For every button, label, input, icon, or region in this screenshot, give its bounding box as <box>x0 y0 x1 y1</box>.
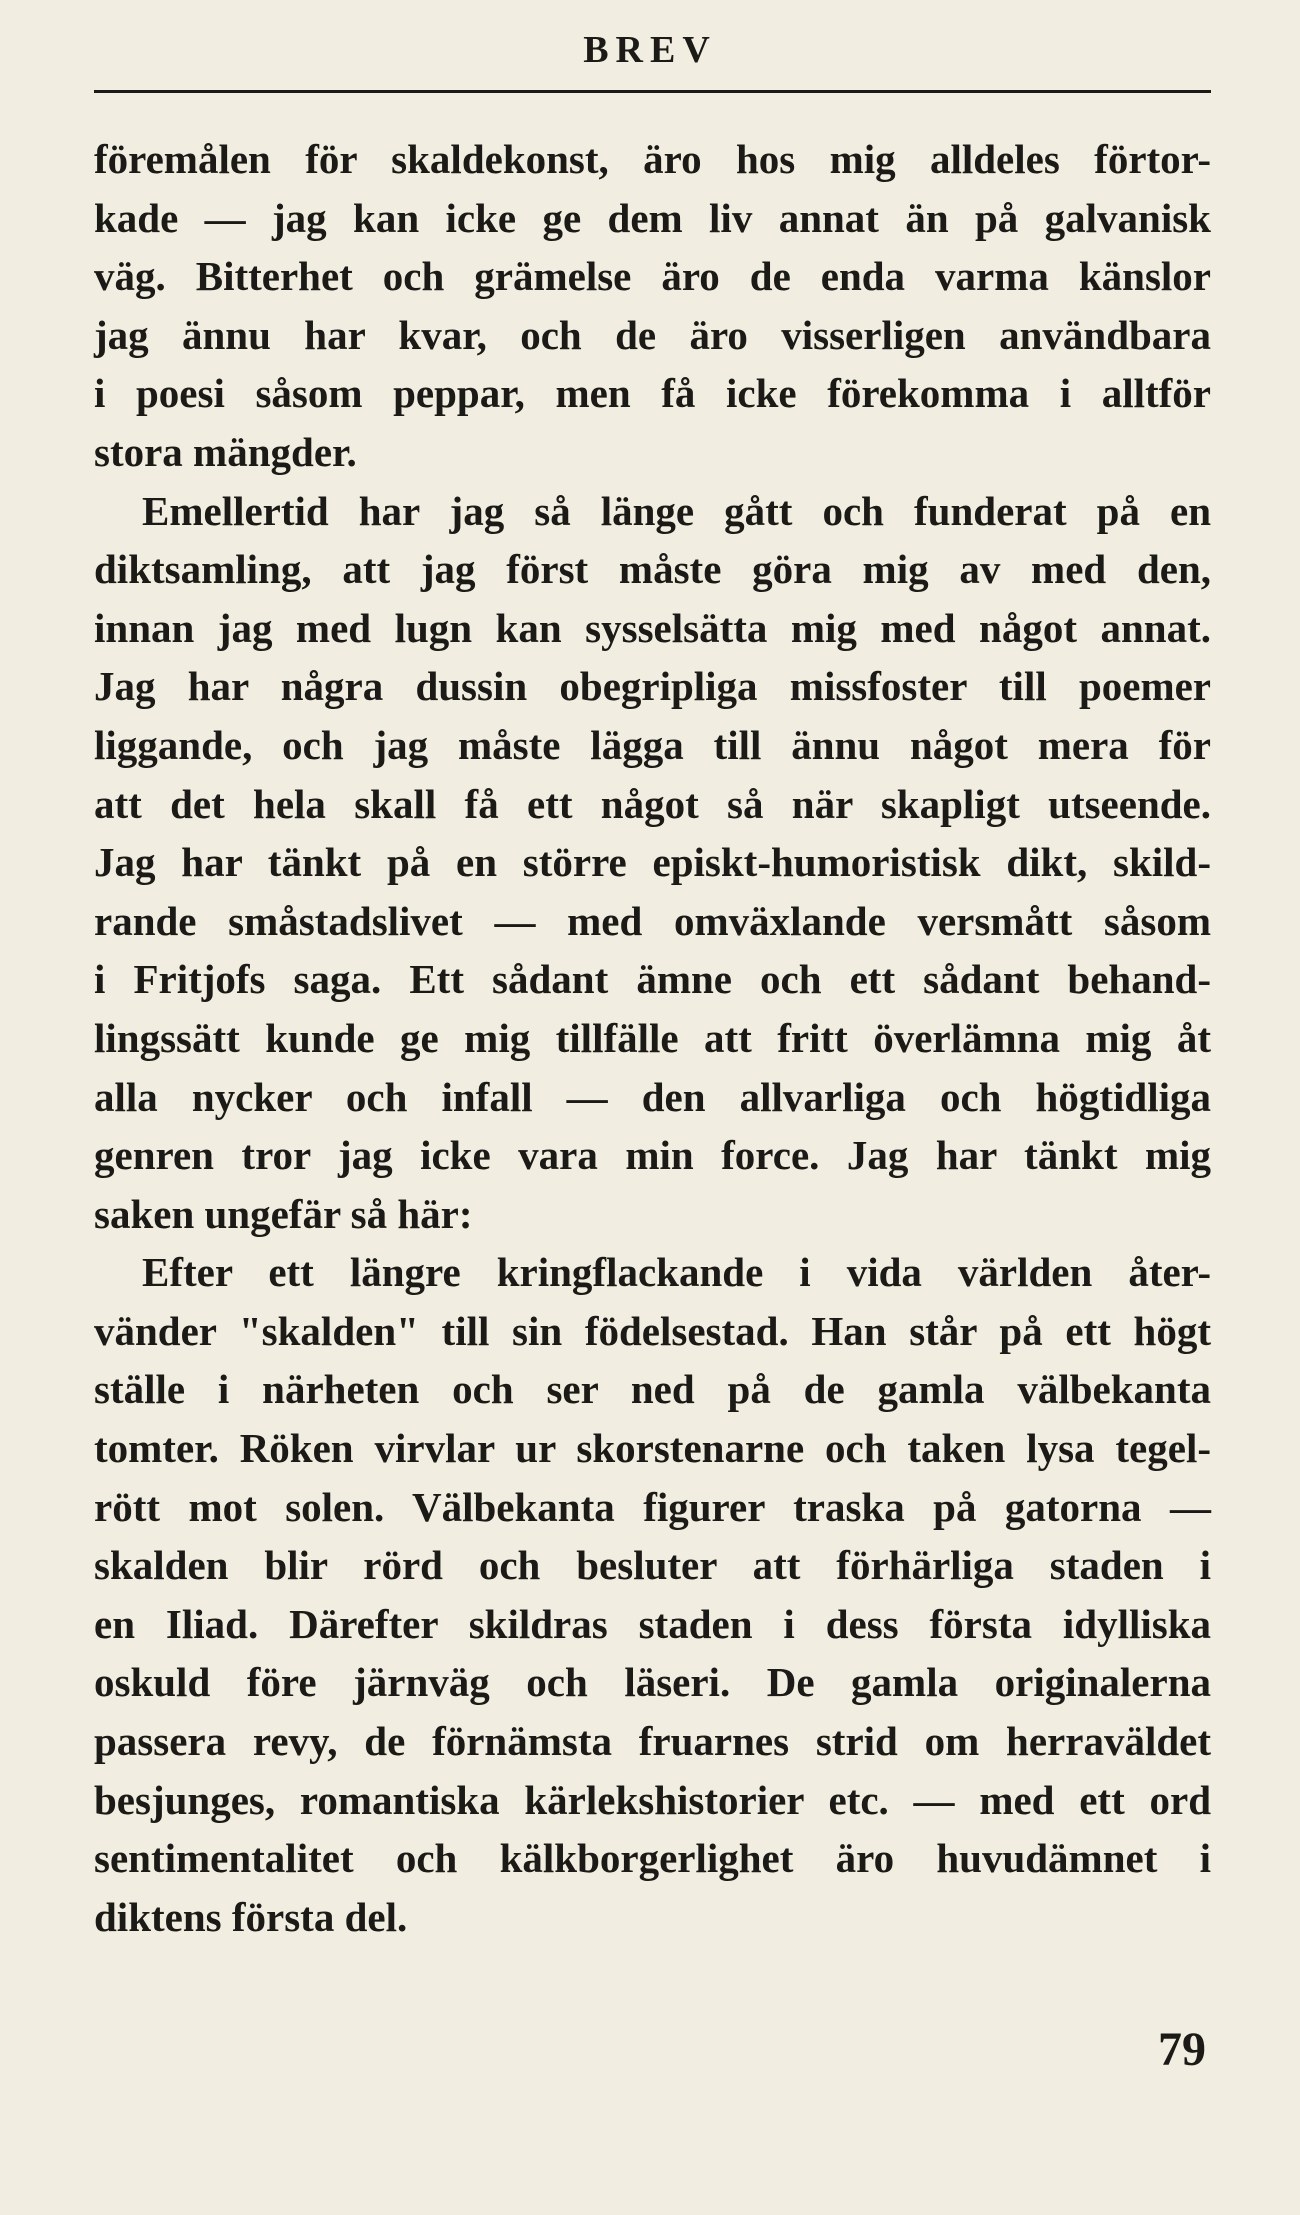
text-line: besjunges, romantiska kärlekshistorier etc. — med ett ord <box>94 1776 1211 1823</box>
text-line: skalden blir rörd och besluter att förhärliga staden i <box>94 1542 1211 1589</box>
text-line: i poesi såsom peppar, men få icke förekomma i alltför <box>94 370 1211 417</box>
text-line: saken ungefär så här: <box>94 1190 473 1237</box>
text-line: väg. Bitterhet och grämelse äro de enda varma känslor <box>94 253 1211 300</box>
text-line: stora mängder. <box>94 428 357 475</box>
text-line: Jag har några dussin obegripliga missfoster till poemer <box>94 663 1211 710</box>
text-line: en Iliad. Därefter skildras staden i dess första idylliska <box>94 1600 1211 1647</box>
text-line: kade — jag kan icke ge dem liv annat än på galvanisk <box>94 194 1211 241</box>
running-header: BREV <box>583 29 717 71</box>
text-line: oskuld före järnväg och läseri. De gamla originalerna <box>94 1659 1211 1706</box>
page-number: 79 <box>1158 2023 1206 2076</box>
text-line: Efter ett längre kringflackande i vida världen åter- <box>142 1249 1211 1296</box>
text-line: Emellertid har jag så länge gått och funderat på en <box>142 487 1211 534</box>
text-line: rött mot solen. Välbekanta figurer traska på gatorna — <box>94 1483 1211 1530</box>
text-line: diktens första del. <box>94 1893 408 1940</box>
text-line: vänder "skalden" till sin födelsestad. Han står på ett högt <box>94 1307 1211 1354</box>
text-line: lingssätt kunde ge mig tillfälle att fritt överlämna mig åt <box>94 1014 1211 1061</box>
text-line: sentimentalitet och kälkborgerlighet äro huvudämnet i <box>94 1835 1211 1882</box>
header-rule <box>94 90 1211 93</box>
text-line: diktsamling, att jag först måste göra mig av med den, <box>94 546 1211 593</box>
text-line: föremålen för skaldekonst, äro hos mig alldeles förtor- <box>94 136 1211 182</box>
text-line: passera revy, de förnämsta fruarnes strid om herraväldet <box>94 1718 1211 1765</box>
text-line: rande småstadslivet — med omväxlande versmått såsom <box>94 897 1211 944</box>
text-line: ställe i närheten och ser ned på de gamla välbekanta <box>94 1366 1211 1413</box>
text-line: tomter. Röken virvlar ur skorstenarne och taken lysa tegel- <box>94 1425 1211 1472</box>
text-line: alla nycker och infall — den allvarliga och högtidliga <box>94 1073 1211 1120</box>
text-line: liggande, och jag måste lägga till ännu något mera för <box>94 721 1211 768</box>
text-line: Jag har tänkt på en större episkt-humoristisk dikt, skild- <box>94 839 1211 886</box>
text-line: i Fritjofs saga. Ett sådant ämne och ett sådant behand- <box>94 956 1211 1003</box>
text-line: innan jag med lugn kan sysselsätta mig med något annat. <box>94 604 1211 651</box>
text-line: jag ännu har kvar, och de äro visserligen användbara <box>94 311 1211 358</box>
text-line: att det hela skall få ett något så när skapligt utseende. <box>94 780 1211 827</box>
body-text <box>94 130 1211 1946</box>
text-line: genren tror jag icke vara min force. Jag har tänkt mig <box>94 1132 1211 1179</box>
